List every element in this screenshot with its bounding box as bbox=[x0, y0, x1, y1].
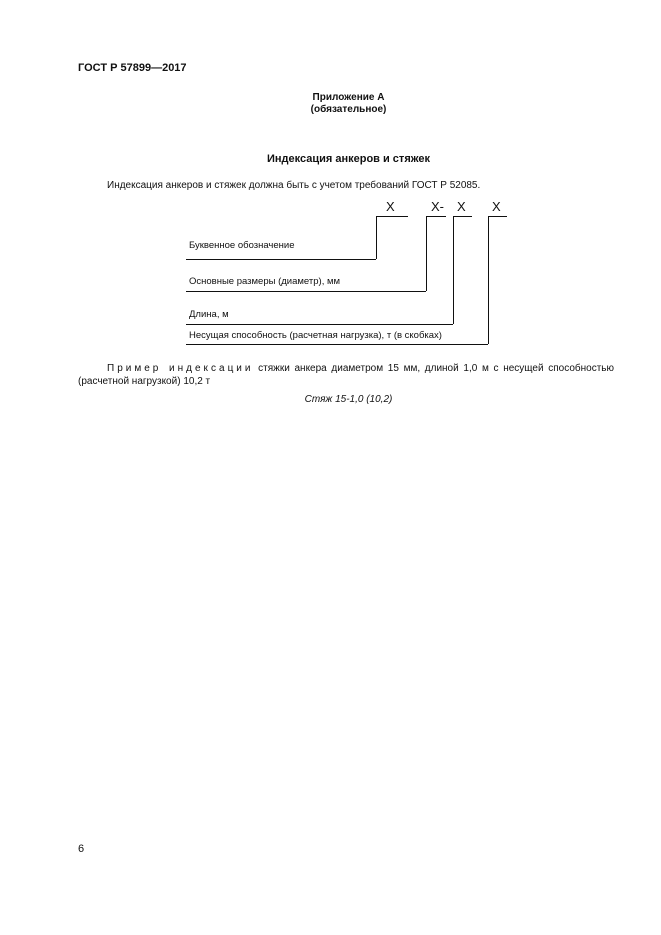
scheme-leader-line bbox=[186, 324, 453, 325]
scheme-symbol-length: X bbox=[457, 199, 466, 214]
scheme-label-letter: Буквенное обозначение bbox=[189, 240, 295, 251]
example-paragraph bbox=[78, 362, 614, 388]
scheme-label-length: Длина, м bbox=[189, 309, 229, 320]
scheme-slot-underline bbox=[426, 216, 446, 217]
example-lead: Пример индексации bbox=[107, 363, 254, 374]
document-header: ГОСТ Р 57899—2017 bbox=[78, 62, 187, 74]
page-number: 6 bbox=[78, 843, 85, 855]
scheme-connector-line bbox=[488, 216, 489, 344]
scheme-slot-underline bbox=[376, 216, 408, 217]
section-title: Индексация анкеров и стяжек bbox=[266, 153, 431, 165]
scheme-slot-underline bbox=[488, 216, 507, 217]
scheme-connector-line bbox=[453, 216, 454, 324]
example-text-line1: стяжки анкера диаметром 15 мм, длиной 1,0 м с несущей способностью bbox=[258, 363, 614, 374]
scheme-symbol-diameter: X- bbox=[431, 199, 444, 214]
appendix-subtitle: (обязательное) bbox=[310, 104, 387, 115]
scheme-connector-line bbox=[376, 216, 377, 259]
intro-paragraph: Индексация анкеров и стяжек должна быть с учетом требований ГОСТ Р 52085. bbox=[107, 180, 481, 191]
scheme-symbol-load: X bbox=[492, 199, 501, 214]
scheme-symbol-letter: X bbox=[386, 199, 395, 214]
scheme-leader-line bbox=[186, 291, 426, 292]
scheme-leader-line bbox=[186, 344, 488, 345]
scheme-leader-line bbox=[186, 259, 376, 260]
scheme-label-load: Несущая способность (расчетная нагрузка), т (в скобках) bbox=[189, 330, 442, 341]
appendix-title: Приложение А bbox=[312, 92, 385, 103]
scheme-connector-line bbox=[426, 216, 427, 291]
scheme-label-diameter: Основные размеры (диаметр), мм bbox=[189, 276, 341, 287]
example-formula: Стяж 15-1,0 (10,2) bbox=[304, 394, 393, 405]
scheme-slot-underline bbox=[453, 216, 472, 217]
example-text-line2: (расчетной нагрузкой) 10,2 т bbox=[78, 376, 211, 387]
